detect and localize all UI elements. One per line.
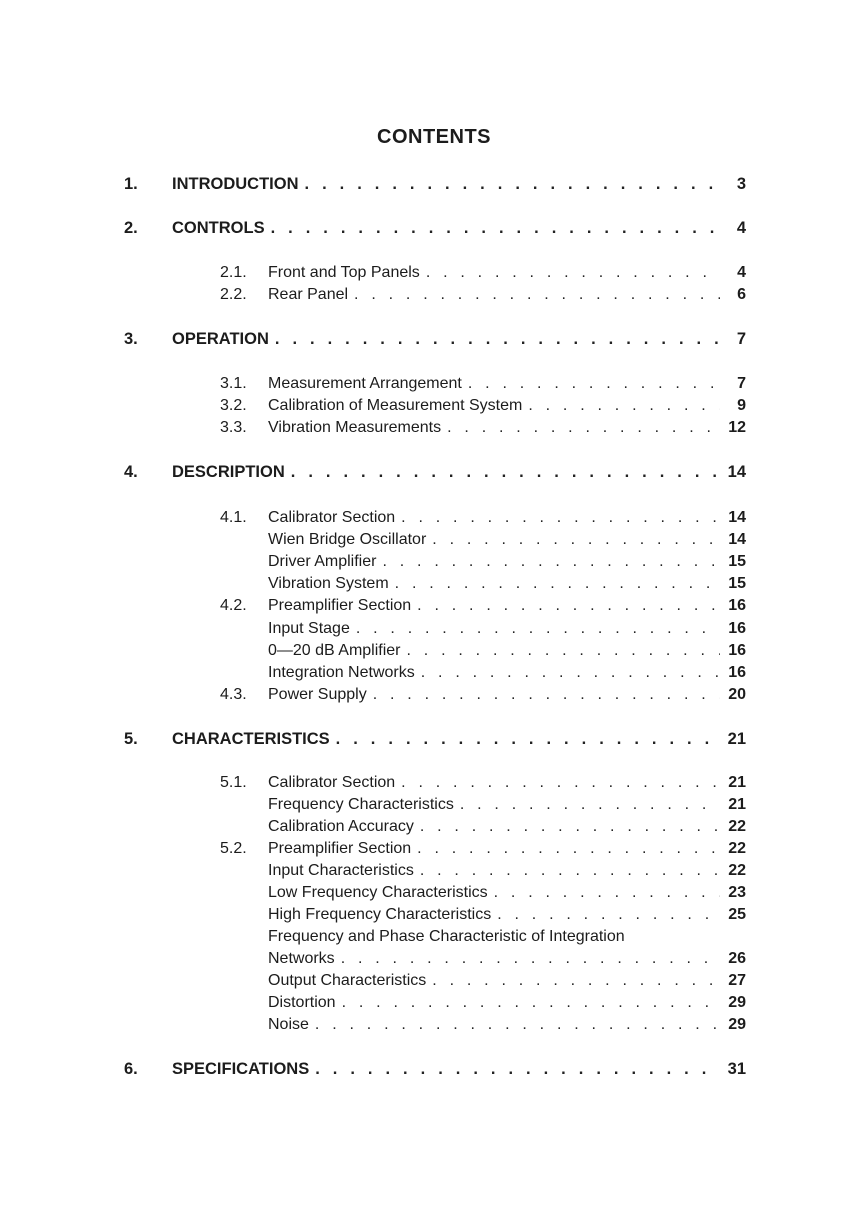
- toc-entry-controls: [124, 217, 746, 239]
- dot-leader: [432, 970, 720, 992]
- entry-number: 5.: [124, 730, 138, 748]
- toc-entry-noise: [268, 1014, 746, 1036]
- toc-entry-calibration-accuracy: [268, 816, 746, 838]
- entry-page: 7: [736, 330, 746, 348]
- entry-title: Preamplifier Section: [268, 840, 412, 857]
- toc-entry-input-stage: [268, 618, 746, 640]
- dot-leader: [420, 816, 720, 838]
- entry-title: Vibration Measurements: [268, 419, 442, 436]
- entry-number: 3.: [124, 330, 138, 348]
- entry-title: Measurement Arrangement: [268, 375, 462, 392]
- dot-leader: [447, 417, 720, 439]
- entry-title: CHARACTERISTICS: [172, 730, 330, 748]
- entry-page: 3: [736, 175, 746, 193]
- toc-entry-0-20-db-amplifier: [268, 640, 746, 662]
- entry-title: INTRODUCTION: [172, 175, 299, 193]
- toc-entry-high-frequency-characteristics: [268, 904, 746, 926]
- toc-entry-introduction: [124, 173, 746, 195]
- toc-entry-front-top-panels: [220, 262, 746, 284]
- entry-title: CONTROLS: [172, 219, 265, 237]
- entry-page: 21: [727, 730, 746, 748]
- entry-title: Distortion: [268, 994, 336, 1011]
- entry-page: 16: [728, 664, 746, 681]
- entry-title: Input Characteristics: [268, 862, 414, 879]
- toc-entry-distortion: [268, 992, 746, 1014]
- entry-page: 22: [728, 862, 746, 879]
- dot-leader: [407, 640, 720, 662]
- dot-leader: [373, 684, 720, 706]
- toc-entry-integration-networks: [268, 662, 746, 684]
- entry-page: 27: [728, 972, 746, 989]
- entry-title: Calibration Accuracy: [268, 818, 414, 835]
- entry-title: OPERATION: [172, 330, 269, 348]
- toc-entry-power-supply: [220, 684, 746, 706]
- entry-page: 21: [728, 774, 746, 791]
- entry-title: Rear Panel: [268, 286, 349, 303]
- dot-leader: [342, 992, 720, 1014]
- entry-page: 26: [728, 950, 746, 967]
- entry-number: 3.2.: [220, 397, 247, 414]
- dot-leader: [291, 461, 720, 483]
- entry-title: Frequency Characteristics: [268, 796, 454, 813]
- entry-page: 20: [728, 686, 746, 703]
- entry-title: Calibrator Section: [268, 509, 396, 526]
- toc-entry-description: [124, 461, 746, 483]
- entry-title: Calibration of Measurement System: [268, 397, 523, 414]
- entry-page: 4: [736, 219, 746, 237]
- toc-entry-specifications: [124, 1058, 746, 1080]
- entry-page: 4: [737, 264, 746, 281]
- entry-number: 2.2.: [220, 286, 247, 303]
- entry-page: 7: [737, 375, 746, 392]
- dot-leader: [305, 173, 721, 195]
- entry-number: 6.: [124, 1060, 138, 1078]
- entry-page: 9: [737, 397, 746, 414]
- dot-leader: [417, 838, 720, 860]
- dot-leader: [275, 328, 720, 350]
- toc-entry-operation: [124, 328, 746, 350]
- entry-title: Vibration System: [268, 575, 389, 592]
- dot-leader: [497, 904, 720, 926]
- page-title: CONTENTS: [377, 126, 491, 148]
- entry-page: 21: [728, 796, 746, 813]
- entry-title: Networks: [268, 950, 335, 967]
- entry-title: SPECIFICATIONS: [172, 1060, 310, 1078]
- entry-page: 16: [728, 642, 746, 659]
- toc-entry-calibrator-section: [220, 507, 746, 529]
- entry-page: 22: [728, 818, 746, 835]
- entry-page: 14: [728, 531, 746, 548]
- entry-page: 31: [727, 1060, 746, 1078]
- entry-number: 4.: [124, 463, 138, 481]
- entry-title: Driver Amplifier: [268, 553, 377, 570]
- entry-title: Calibrator Section: [268, 774, 396, 791]
- toc-entry-characteristics: [124, 728, 746, 750]
- dot-leader: [356, 618, 720, 640]
- entry-page: 15: [728, 553, 746, 570]
- entry-page: 12: [728, 419, 746, 436]
- dot-leader: [417, 595, 720, 617]
- dot-leader: [354, 284, 720, 306]
- toc-entry-calibration-measurement-system: [220, 395, 746, 417]
- toc-entry-vibration-system: [268, 573, 746, 595]
- toc-entry-vibration-measurements: [220, 417, 746, 439]
- dot-leader: [426, 262, 720, 284]
- entry-title: DESCRIPTION: [172, 463, 285, 481]
- entry-title: Front and Top Panels: [268, 264, 420, 281]
- dot-leader: [315, 1058, 720, 1080]
- entry-title: Output Characteristics: [268, 972, 427, 989]
- dot-leader: [432, 529, 720, 551]
- dot-leader: [271, 217, 720, 239]
- entry-page: 25: [728, 906, 746, 923]
- toc-entry-frequency-phase-line1: [268, 926, 746, 948]
- dot-leader: [494, 882, 720, 904]
- entry-title: 0—20 dB Amplifier: [268, 642, 401, 659]
- toc-entry-preamplifier-section-char: [220, 838, 746, 860]
- entry-title: Integration Networks: [268, 664, 415, 681]
- entry-number: 4.2.: [220, 597, 247, 614]
- entry-title: Input Stage: [268, 620, 350, 637]
- toc-entry-calibrator-section-char: [220, 772, 746, 794]
- entry-title: Wien Bridge Oscillator: [268, 531, 427, 548]
- toc-entry-preamplifier-section: [220, 595, 746, 617]
- toc-entry-measurement-arrangement: [220, 373, 746, 395]
- dot-leader: [421, 662, 720, 684]
- toc-entry-input-characteristics: [268, 860, 746, 882]
- toc-entry-networks: [268, 948, 746, 970]
- entry-number: 5.1.: [220, 774, 247, 791]
- entry-number: 1.: [124, 175, 138, 193]
- dot-leader: [401, 772, 720, 794]
- dot-leader: [460, 794, 720, 816]
- entry-page: 6: [737, 286, 746, 303]
- entry-page: 16: [728, 597, 746, 614]
- toc-entry-frequency-characteristics: [268, 794, 746, 816]
- entry-number: 2.: [124, 219, 138, 237]
- dot-leader: [528, 395, 720, 417]
- dot-leader: [341, 948, 720, 970]
- entry-number: 4.3.: [220, 686, 247, 703]
- dot-leader: [336, 728, 720, 750]
- entry-title: Preamplifier Section: [268, 597, 412, 614]
- entry-page: 29: [728, 994, 746, 1011]
- dot-leader: [395, 573, 720, 595]
- entry-number: 3.1.: [220, 375, 247, 392]
- toc-entry-wien-bridge-oscillator: [268, 529, 746, 551]
- dot-leader: [468, 373, 720, 395]
- toc-entry-output-characteristics: [268, 970, 746, 992]
- entry-page: 14: [727, 463, 746, 481]
- entry-page: 15: [728, 575, 746, 592]
- entry-page: 16: [728, 620, 746, 637]
- toc-entry-low-frequency-characteristics: [268, 882, 746, 904]
- entry-title: High Frequency Characteristics: [268, 906, 492, 923]
- entry-number: 4.1.: [220, 509, 247, 526]
- entry-page: 22: [728, 840, 746, 857]
- entry-number: 2.1.: [220, 264, 247, 281]
- entry-title: Frequency and Phase Characteristic of Integration: [268, 928, 625, 945]
- entry-page: 23: [728, 884, 746, 901]
- entry-page: 14: [728, 509, 746, 526]
- entry-title: Power Supply: [268, 686, 367, 703]
- toc-entry-rear-panel: [220, 284, 746, 306]
- entry-number: 3.3.: [220, 419, 247, 436]
- entry-title: Low Frequency Characteristics: [268, 884, 488, 901]
- entry-number: 5.2.: [220, 840, 247, 857]
- entry-title: Noise: [268, 1016, 309, 1033]
- dot-leader: [382, 551, 720, 573]
- dot-leader: [315, 1014, 720, 1036]
- dot-leader: [420, 860, 720, 882]
- toc-entry-driver-amplifier: [268, 551, 746, 573]
- dot-leader: [401, 507, 720, 529]
- entry-page: 29: [728, 1016, 746, 1033]
